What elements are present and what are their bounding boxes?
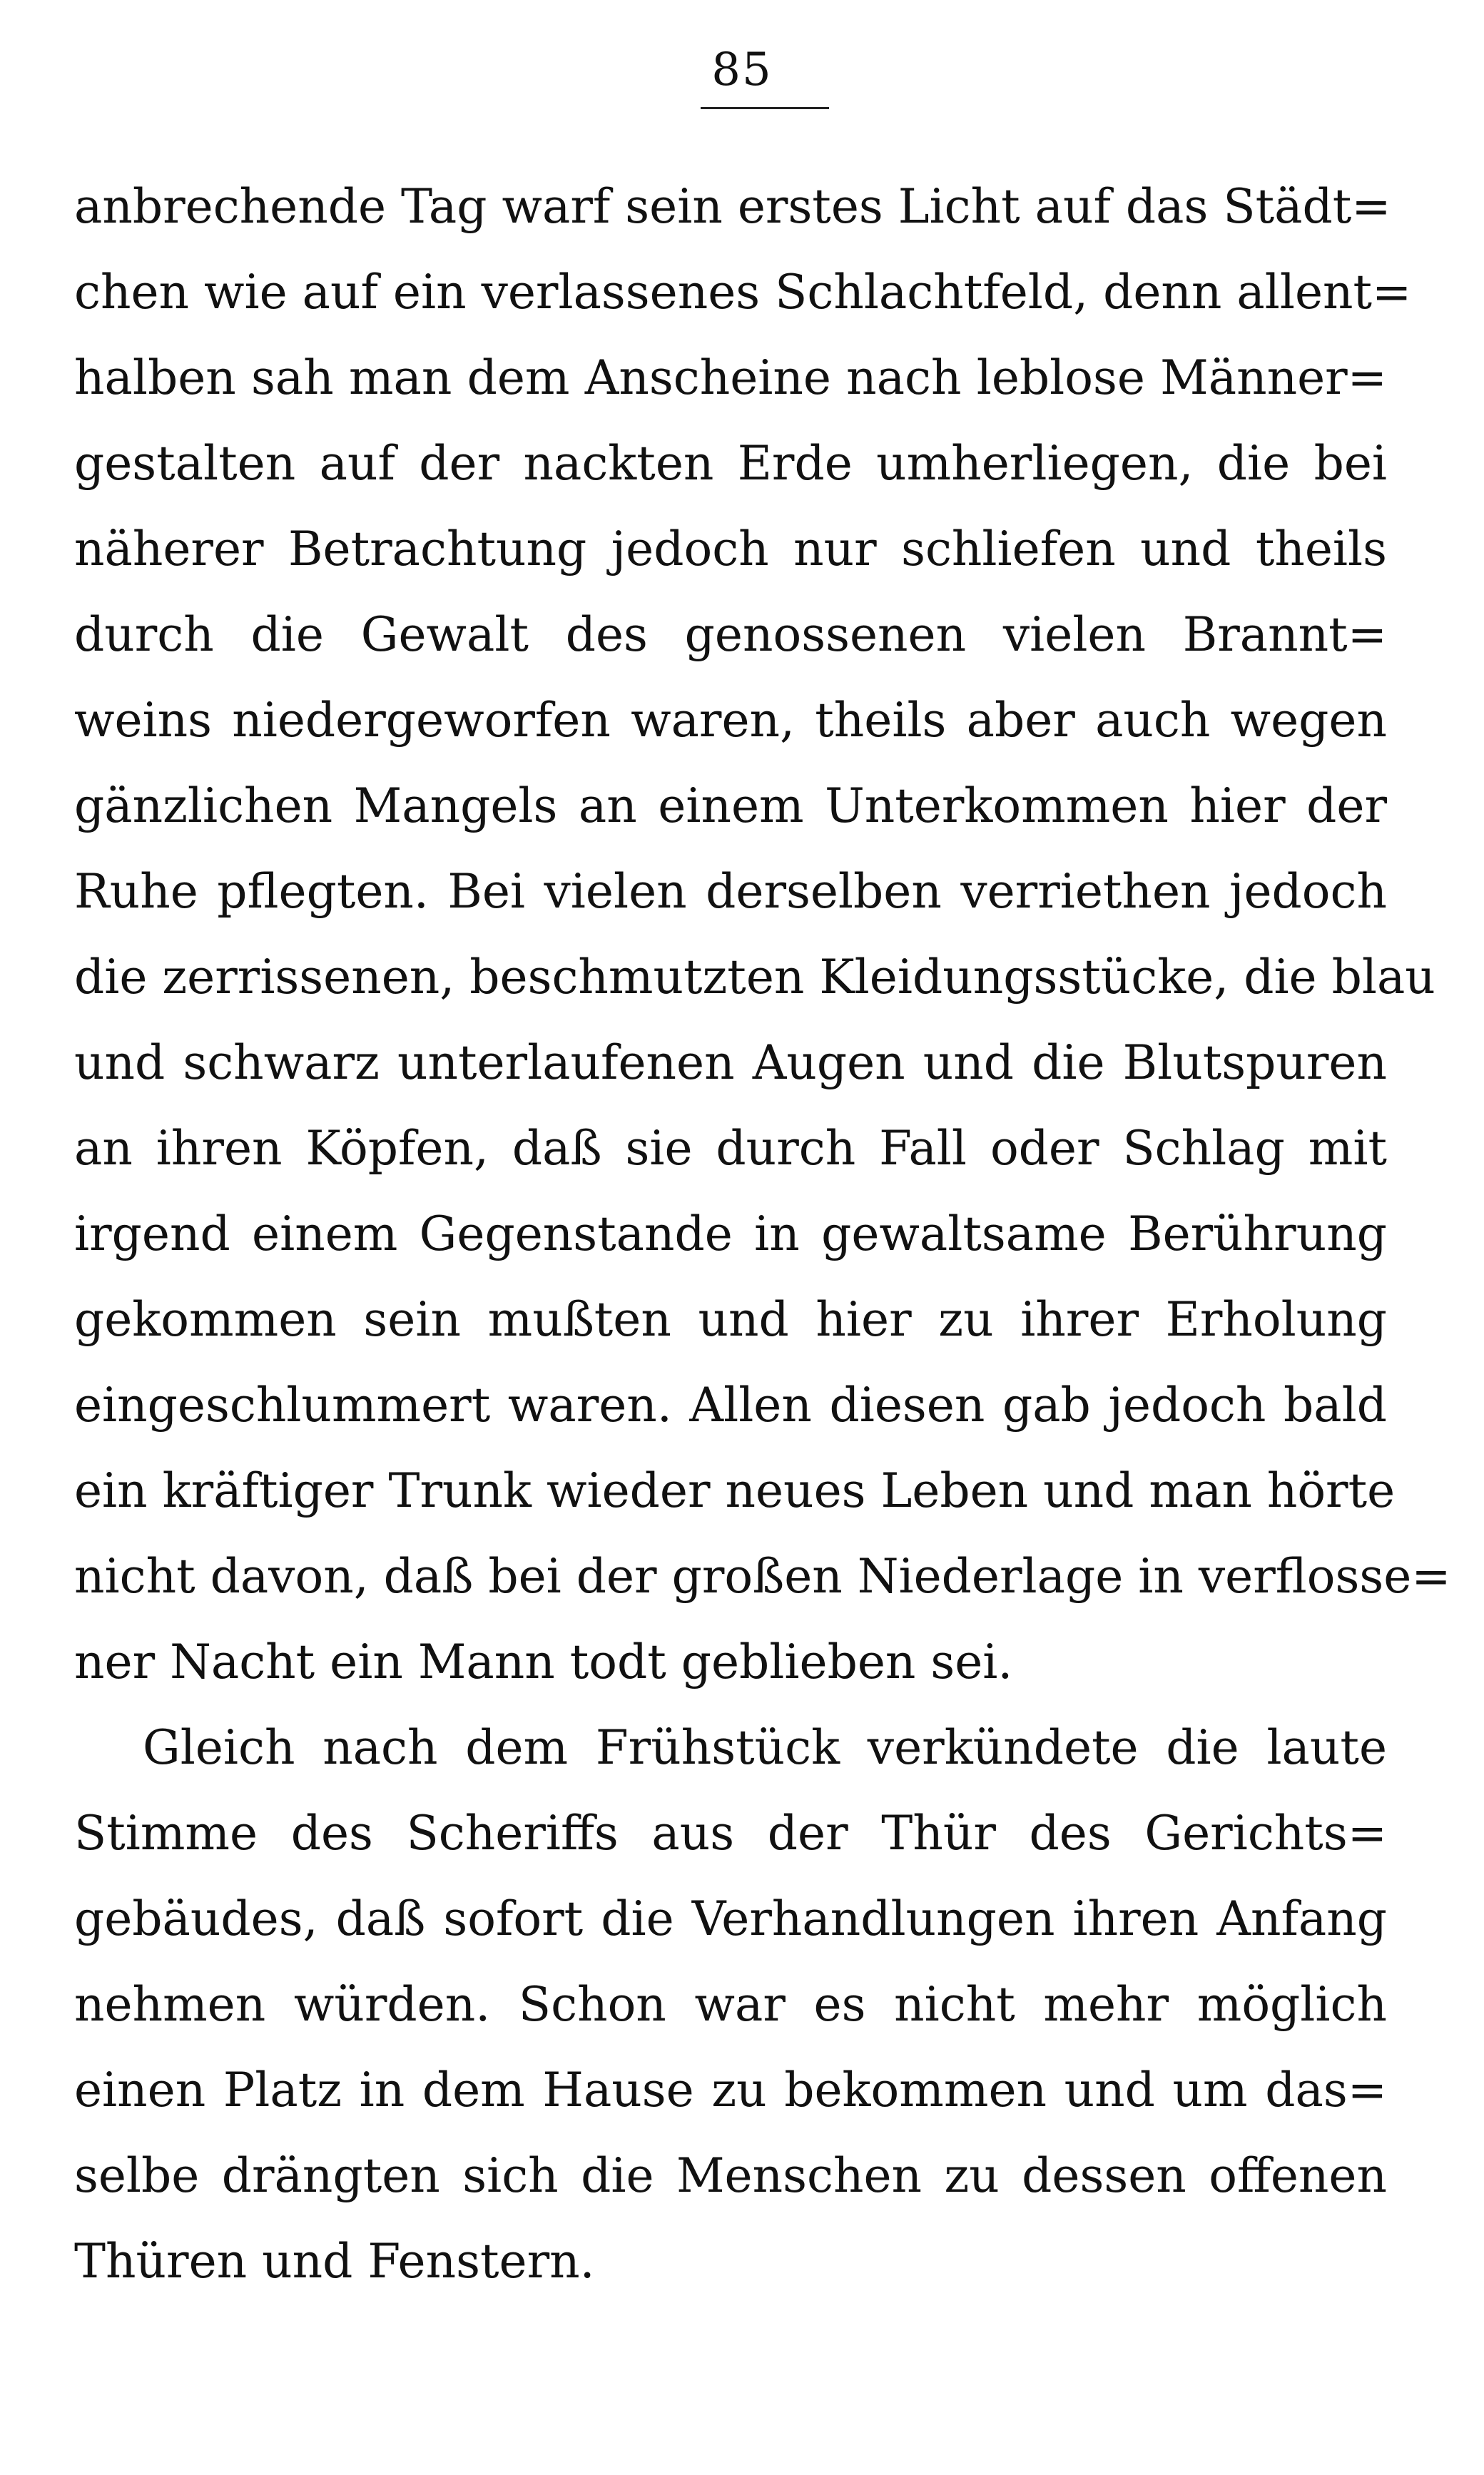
text-line: gestalten auf der nackten Erde umherliegen, die bei (74, 436, 1387, 491)
text-line: gekommen sein mußten und hier zu ihrer Erholung (74, 1292, 1387, 1347)
text-line: irgend einem Gegenstande in gewaltsame Berührung (74, 1206, 1387, 1261)
text-line: einen Platz in dem Hause zu bekommen und um das= (74, 2063, 1387, 2118)
page-number: 85 (711, 44, 773, 96)
text-line: selbe drängten sich die Menschen zu dessen offenen (74, 2148, 1387, 2203)
text-line: durch die Gewalt des genossenen vielen Brannt= (74, 607, 1387, 662)
paragraph-2 (74, 1705, 1387, 2304)
text-line: näherer Betrachtung jedoch nur schliefen und theils (74, 522, 1387, 576)
text-line: nicht davon, daß bei der großen Niederlage in verflosse= (74, 1549, 1451, 1604)
text-line: Gleich nach dem Frühstück verkündete die laute (143, 1720, 1387, 1775)
text-line: weins niedergeworfen waren, theils aber auch wegen (74, 693, 1387, 748)
text-line: und schwarz unterlaufenen Augen und die Blutspuren (74, 1035, 1387, 1090)
text-line: ein kräftiger Trunk wieder neues Leben und man hörte (74, 1463, 1396, 1518)
text-line: anbrechende Tag warf sein erstes Licht auf das Städt= (74, 179, 1391, 234)
text-line: ner Nacht ein Mann todt geblieben sei. (74, 1635, 1013, 1689)
text-line: Stimme des Scheriffs aus der Thür des Gerichts= (74, 1806, 1387, 1861)
text-line: Thüren und Fenstern. (74, 2234, 595, 2289)
text-line: gänzlichen Mangels an einem Unterkommen hier der (74, 778, 1387, 833)
body-text (74, 164, 1451, 2304)
text-line: Ruhe pflegten. Bei vielen derselben verriethen jedoch (74, 864, 1387, 919)
text-line: an ihren Köpfen, daß sie durch Fall oder Schlag mit (74, 1121, 1387, 1176)
text-line: die zerrissenen, beschmutzten Kleidungsstücke, die blau (74, 950, 1435, 1005)
text-line: halben sah man dem Anscheine nach leblose Männer= (74, 350, 1387, 405)
text-line: eingeschlummert waren. Allen diesen gab jedoch bald (74, 1378, 1387, 1433)
text-line: gebäudes, daß sofort die Verhandlungen ihren Anfang (74, 1891, 1387, 1946)
header-rule (701, 107, 829, 109)
paragraph-1 (74, 164, 1451, 1705)
text-line: nehmen würden. Schon war es nicht mehr möglich (74, 1977, 1387, 2032)
text-line: chen wie auf ein verlassenes Schlachtfeld, denn allent= (74, 265, 1412, 320)
